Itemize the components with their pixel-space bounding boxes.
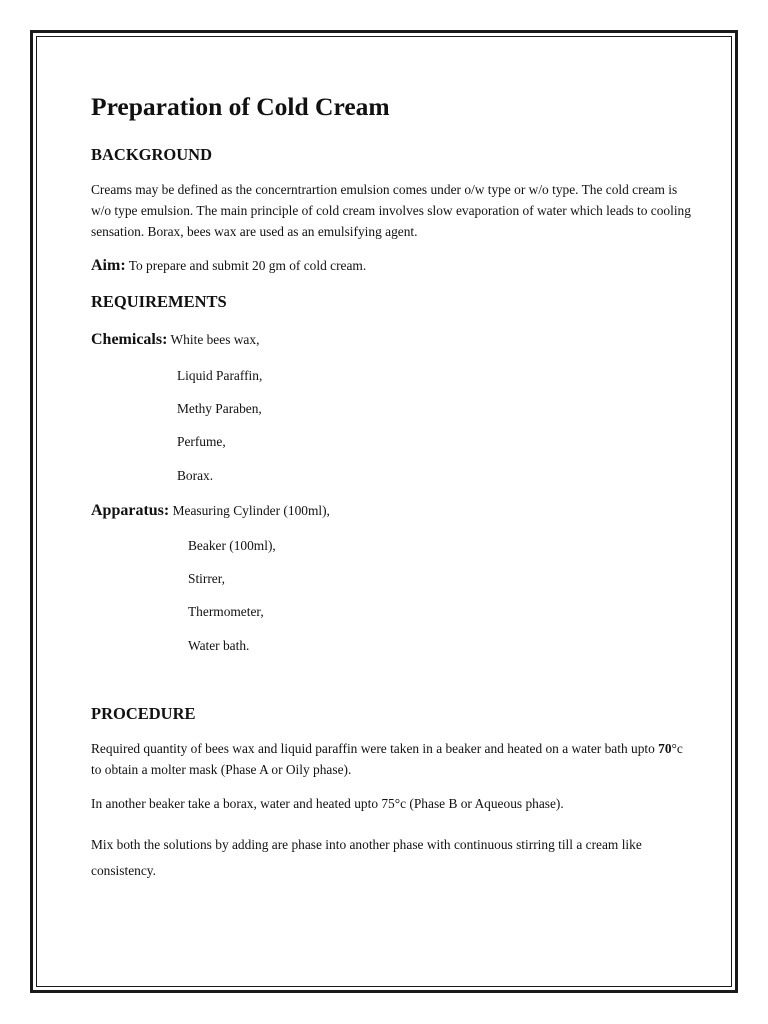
apparatus-item: Stirrer, <box>188 571 226 586</box>
chemical-item: White bees wax, <box>170 332 260 347</box>
requirements-heading: REQUIREMENTS <box>91 292 227 311</box>
apparatus-item: Beaker (100ml), <box>188 538 276 553</box>
chemical-item: Perfume, <box>177 434 226 449</box>
page-title: Preparation of Cold Cream <box>91 92 390 121</box>
apparatus-item: Thermometer, <box>188 604 264 619</box>
chemical-item: Liquid Paraffin, <box>177 368 263 383</box>
procedure-step-3: Mix both the solutions by adding are phase into another phase with continuous stirring till a cream like consistency. <box>91 837 642 878</box>
background-heading: BACKGROUND <box>91 145 213 164</box>
background-text: Creams may be defined as the concerntrartion emulsion comes under o/w type or w/o type. The cold cream is w/o type emulsion. The main principle of cold cream involves slow evaporation of water which leads to cooling sensation. Borax, bees wax are used as an emulsifying agent. <box>91 182 691 239</box>
aim-text: To prepare and submit 20 gm of cold cream. <box>128 258 367 273</box>
chemicals-label: Chemicals: <box>91 331 168 348</box>
chemical-item: Borax. <box>177 468 214 483</box>
chemical-item: Methy Paraben, <box>177 401 262 416</box>
apparatus-label: Apparatus: <box>91 502 170 519</box>
procedure-step-1 <box>91 738 691 780</box>
procedure-heading: PROCEDURE <box>91 704 196 723</box>
aim-line <box>91 255 366 276</box>
apparatus-row <box>91 500 330 521</box>
apparatus-item: Water bath. <box>188 638 250 653</box>
procedure-step-1-temperature: 70 <box>658 741 672 756</box>
procedure-step-1-text: Required quantity of bees wax and liquid paraffin were taken in a beaker and heated on a water bath upto <box>91 741 659 756</box>
procedure-step-2: In another beaker take a borax, water and heated upto 75°c (Phase B or Aqueous phase). <box>91 796 564 811</box>
aim-label: Aim: <box>91 257 126 274</box>
procedure-step-1-text-end: °c to obtain a molter mask (Phase A or Oily phase). <box>91 741 683 777</box>
chemicals-row <box>91 329 259 350</box>
apparatus-item: Measuring Cylinder (100ml), <box>172 503 330 518</box>
